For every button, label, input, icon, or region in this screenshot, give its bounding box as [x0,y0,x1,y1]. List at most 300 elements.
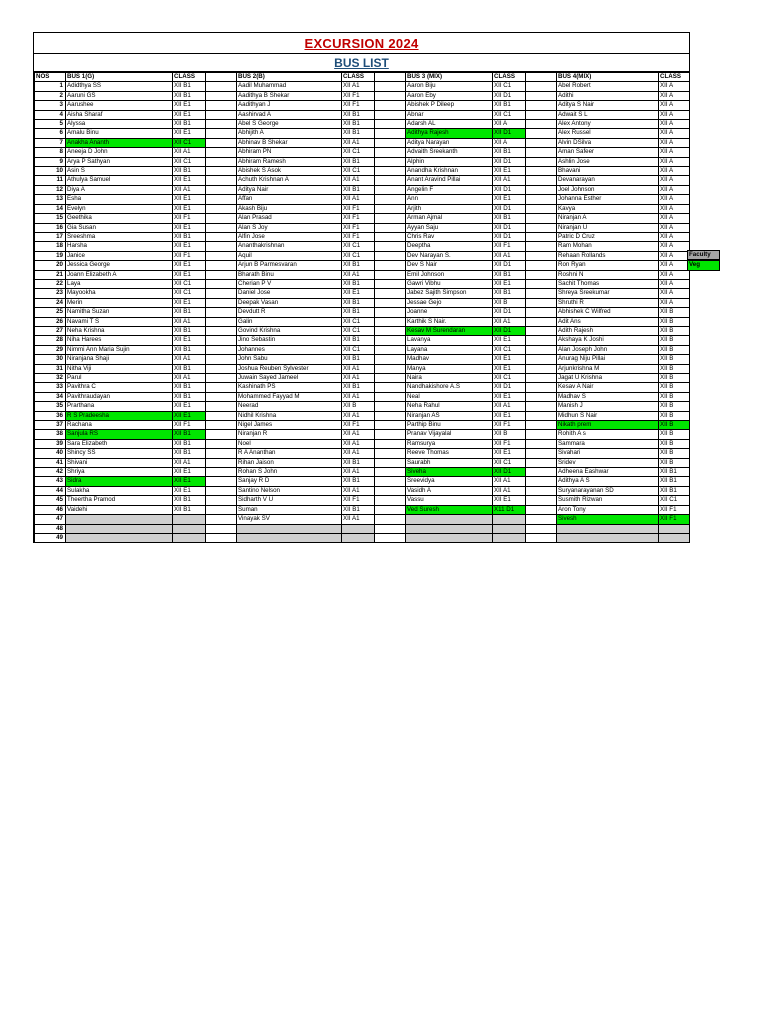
class-cell: XII B1 [173,496,206,505]
student-name-cell: Abel S George [237,120,342,129]
student-name-cell: Niha Harees [66,336,173,345]
class-cell: XII C1 [342,167,375,176]
spacer-cell [206,176,237,185]
class-cell: XII A [659,167,690,176]
row-number: 2 [35,91,66,100]
class-cell [342,533,375,542]
spacer-cell [375,439,406,448]
class-cell: XII E1 [173,468,206,477]
table-row [35,204,690,213]
class-cell: XII A [659,242,690,251]
spacer-cell [375,232,406,241]
class-cell: XII C1 [342,326,375,335]
class-cell: XII F1 [173,251,206,260]
spacer-cell [375,496,406,505]
class-cell: XII A [659,214,690,223]
student-name-cell: Aditya Narayan [406,138,493,147]
student-name-cell: R A Ananthan [237,449,342,458]
student-name-cell: Ann [406,195,493,204]
spacer-cell [206,101,237,110]
row-number: 4 [35,110,66,119]
row-number: 1 [35,82,66,91]
class-cell: XII B1 [173,91,206,100]
spacer-cell [206,261,237,270]
table-row [35,242,690,251]
table-row [35,251,690,260]
student-name-cell: Joann Elizabeth A [66,270,173,279]
student-name-cell: Sachit Thomas [557,279,659,288]
spacer-cell [375,270,406,279]
class-cell: XII F1 [342,101,375,110]
table-row [35,214,690,223]
class-cell: XII B1 [342,477,375,486]
row-number: 7 [35,138,66,147]
student-name-cell: Abhiram Ramesh [237,157,342,166]
table-row [35,468,690,477]
row-number: 46 [35,505,66,514]
student-name-cell: Sivahari [557,449,659,458]
spacer-cell [375,148,406,157]
class-cell: XII D1 [493,261,526,270]
spacer-cell [526,279,557,288]
class-cell: XII B [659,336,690,345]
student-name-cell: Adithya Rajesh [406,129,493,138]
class-cell: XII D1 [493,185,526,194]
spacer-cell [526,223,557,232]
class-cell: XII E1 [173,477,206,486]
class-cell: XII B1 [173,345,206,354]
table-row [35,279,690,288]
class-cell: XII E1 [173,270,206,279]
class-cell: XII D1 [493,91,526,100]
table-row [35,449,690,458]
table-row [35,486,690,495]
spacer-cell [375,430,406,439]
class-cell: XII E1 [173,204,206,213]
spacer-cell [375,214,406,223]
table-row [35,129,690,138]
class-cell: XII E1 [173,176,206,185]
class-cell: XII E1 [173,486,206,495]
class-cell: XII B1 [493,101,526,110]
table-row [35,364,690,373]
student-name-cell: Prarthana [66,402,173,411]
spacer-cell [206,392,237,401]
spacer-cell [375,421,406,430]
class-cell: XII A1 [493,477,526,486]
table-row [35,383,690,392]
page-title: EXCURSION 2024 [304,35,419,51]
spacer-cell [375,242,406,251]
row-number: 23 [35,289,66,298]
class-cell: XII C1 [493,458,526,467]
student-name-cell: Aaron Biju [406,82,493,91]
class-cell [659,533,690,542]
row-number: 25 [35,308,66,317]
class-cell: XII A1 [173,185,206,194]
row-number: 21 [35,270,66,279]
row-number: 10 [35,167,66,176]
student-name-cell: Aman Safeer [557,148,659,157]
student-name-cell: Deeptha [406,242,493,251]
spacer-cell [526,270,557,279]
spacer-cell [206,374,237,383]
class-cell: XII F1 [342,421,375,430]
student-name-cell: Chris Rav [406,232,493,241]
spacer-cell [526,486,557,495]
class-cell: XII F1 [342,232,375,241]
spacer-cell [375,411,406,420]
row-number: 48 [35,524,66,533]
subtitle-row [34,54,689,72]
table-row [35,270,690,279]
student-name-cell: Harsha [66,242,173,251]
student-name-cell: Naira [406,374,493,383]
spacer-cell [206,214,237,223]
spacer-cell [375,515,406,524]
table-row [35,374,690,383]
spacer-cell [375,505,406,514]
student-name-cell: Adidthya SS [66,82,173,91]
spacer-cell [206,120,237,129]
student-name-cell: Alphin [406,157,493,166]
student-name-cell: Vassu [406,496,493,505]
student-name-cell: Sreeshma [66,232,173,241]
spacer-cell [206,138,237,147]
student-name-cell: Saurabh [406,458,493,467]
spacer-cell [206,195,237,204]
student-name-cell: Alan Joseph John [557,345,659,354]
student-name-cell: Joshua Reuben Sylvester [237,364,342,373]
student-name-cell: Aisha Sharaf [66,110,173,119]
class-cell: XII A1 [342,176,375,185]
student-name-cell: Rohan S John [237,468,342,477]
spacer-cell [526,449,557,458]
spacer-cell [206,317,237,326]
spacer-cell [206,157,237,166]
class-cell: XII A [659,195,690,204]
class-cell: XII F1 [342,214,375,223]
table-row [35,533,690,542]
class-cell: XII E1 [173,110,206,119]
row-number: 49 [35,533,66,542]
spacer-cell [526,242,557,251]
class-cell: XII B1 [342,120,375,129]
row-number: 9 [35,157,66,166]
row-number: 34 [35,392,66,401]
student-name-cell: Adithi [557,91,659,100]
class-cell: XII B1 [342,261,375,270]
class-cell: XII B [659,430,690,439]
table-row [35,411,690,420]
student-name-cell: Santino Nelson [237,486,342,495]
class-cell: XII B1 [173,392,206,401]
class-cell: XII B [659,402,690,411]
class-cell: XII A [659,176,690,185]
student-name-cell: Cherian P V [237,279,342,288]
spacer-cell [526,515,557,524]
class-cell: XII B1 [342,129,375,138]
spacer-cell [375,176,406,185]
student-name-cell: Geethika [66,214,173,223]
class-cell: XII E1 [173,298,206,307]
table-row [35,261,690,270]
spacer-cell [206,430,237,439]
student-name-cell: Vaidehi [66,505,173,514]
student-name-cell: Daniel Jose [237,289,342,298]
class-cell: XII A1 [173,148,206,157]
student-name-cell: Bhavani [557,167,659,176]
student-name-cell: Karthik S Nair. [406,317,493,326]
spacer-cell [526,468,557,477]
student-name-cell: Aadil Muhammad [237,82,342,91]
row-number: 35 [35,402,66,411]
class-cell: XII A1 [342,270,375,279]
student-name-cell: Nidhil Krishna [237,411,342,420]
student-name-cell: Arjun B Parmesvaran [237,261,342,270]
row-number: 39 [35,439,66,448]
class-cell: XII B1 [342,458,375,467]
student-name-cell: Govind Krishna [237,326,342,335]
spacer-cell [375,251,406,260]
student-name-cell [406,515,493,524]
spacer-cell [526,204,557,213]
class-cell: XII A [493,138,526,147]
class-cell: XII C1 [493,345,526,354]
class-cell: XII A1 [342,82,375,91]
class-cell: XII B1 [173,505,206,514]
bus-table [34,72,690,543]
class-cell: XII B1 [493,289,526,298]
student-name-cell: Juwain Sayed Jameel [237,374,342,383]
spacer-cell [375,477,406,486]
table-row [35,477,690,486]
bus-list-sheet [33,32,690,543]
class-cell: XII E1 [342,289,375,298]
class-cell: XII E1 [173,261,206,270]
class-cell: XII A [659,223,690,232]
spacer-cell [526,402,557,411]
student-name-cell: Suman [237,505,342,514]
table-row [35,524,690,533]
class-cell: XII E1 [173,195,206,204]
spacer-cell [375,185,406,194]
student-name-cell: Shruthi R [557,298,659,307]
class-cell: XII E1 [173,411,206,420]
spacer-cell [375,458,406,467]
spacer-cell [526,336,557,345]
spacer-cell [206,411,237,420]
class-cell: XII A [659,232,690,241]
spacer-cell [375,261,406,270]
student-name-cell: Arman Ajmal [406,214,493,223]
class-cell: XII C1 [173,289,206,298]
table-row [35,232,690,241]
class-cell: XII F1 [659,505,690,514]
row-number: 42 [35,468,66,477]
spacer-cell [206,505,237,514]
class-cell: XII B1 [342,157,375,166]
class-cell: XII A1 [342,138,375,147]
class-cell: XII F1 [493,439,526,448]
spacer-cell [375,374,406,383]
student-name-cell: Ashlin Jose [557,157,659,166]
row-number: 12 [35,185,66,194]
table-row [35,195,690,204]
class-cell: XII B [659,308,690,317]
student-name-cell: Akshaya K Joshi [557,336,659,345]
class-cell: XII E1 [493,449,526,458]
table-row [35,392,690,401]
class-cell: XII C1 [342,148,375,157]
class-cell: XII A [659,204,690,213]
class-cell: XII A [659,129,690,138]
spacer-cell [206,223,237,232]
student-name-cell: Sammara [557,439,659,448]
student-name-cell: Neha Krishna [66,326,173,335]
class-cell: XII E1 [493,364,526,373]
spacer-cell [206,129,237,138]
class-cell: XII C1 [173,138,206,147]
student-name-cell: Jessae Gejo [406,298,493,307]
class-cell: XII E1 [493,411,526,420]
class-cell [493,533,526,542]
header-row [35,73,690,82]
class-cell: XII B [659,411,690,420]
student-name-cell [237,524,342,533]
student-name-cell: Abhiram PN [237,148,342,157]
class-cell: XII E1 [493,279,526,288]
row-number: 14 [35,204,66,213]
spacer-cell [206,515,237,524]
student-name-cell: Mayookha [66,289,173,298]
row-number: 32 [35,374,66,383]
class-cell: XII B1 [173,430,206,439]
student-name-cell: Neerad [237,402,342,411]
spacer-cell [526,232,557,241]
class-cell: XII B1 [173,439,206,448]
spacer-cell [526,355,557,364]
student-name-cell: Siveha [406,468,493,477]
table-row [35,515,690,524]
student-name-cell: Niranjan A [557,214,659,223]
spacer-cell [526,411,557,420]
class-cell: XII A1 [173,374,206,383]
student-name-cell: Pranav Vijayalal [406,430,493,439]
student-name-cell: Alvin DSilva [557,138,659,147]
student-name-cell: Navami T S [66,317,173,326]
spacer-cell [206,82,237,91]
student-name-cell: Arjith [406,204,493,213]
class-cell: XII B1 [342,336,375,345]
class-cell: XII B [493,298,526,307]
spacer-cell [206,449,237,458]
student-name-cell: Gia Susan [66,223,173,232]
class-cell: XII A1 [493,251,526,260]
student-name-cell: Susmith Rizwan [557,496,659,505]
class-cell: XII B1 [173,232,206,241]
table-row [35,223,690,232]
student-name-cell: Sara Elizabeth [66,439,173,448]
class-cell: XII B1 [659,477,690,486]
student-name-cell: Asin S [66,167,173,176]
class-cell: XII F1 [342,496,375,505]
spacer-cell [375,101,406,110]
header-cell: CLASS [342,73,375,82]
class-cell: XII B [659,383,690,392]
spacer-cell [206,402,237,411]
student-name-cell: Deepak Vasan [237,298,342,307]
class-cell: XII A1 [173,458,206,467]
class-cell: XII B [493,430,526,439]
student-name-cell: Shincy SS [66,449,173,458]
student-name-cell: Akash Biju [237,204,342,213]
spacer-cell [526,326,557,335]
class-cell: XII D1 [493,326,526,335]
student-name-cell: Evelyn [66,204,173,213]
class-cell: XII B1 [173,383,206,392]
student-name-cell: Adarsh AL [406,120,493,129]
class-cell: XII B [659,355,690,364]
student-name-cell [557,533,659,542]
student-name-cell: Parul [66,374,173,383]
spacer-cell [526,101,557,110]
row-number: 38 [35,430,66,439]
student-name-cell: Sivesh [557,515,659,524]
spacer-cell [206,185,237,194]
class-cell: XII A1 [342,515,375,524]
spacer-cell [206,486,237,495]
row-number: 36 [35,411,66,420]
class-cell: XII C1 [173,157,206,166]
spacer-cell [526,308,557,317]
student-name-cell: Aditya Nair [237,185,342,194]
class-cell: XII F1 [493,421,526,430]
student-name-cell: Adwait S L [557,110,659,119]
student-name-cell: Ananthakrishnan [237,242,342,251]
class-cell: XII B1 [493,214,526,223]
spacer-cell [206,298,237,307]
student-name-cell: Kesav M Surendaran [406,326,493,335]
class-cell: XII A [659,148,690,157]
table-row [35,355,690,364]
student-name-cell [557,524,659,533]
table-row [35,402,690,411]
student-name-cell: Nitha Viji [66,364,173,373]
student-name-cell: Nimmi Ann Maria Sujin [66,345,173,354]
spacer-cell [375,289,406,298]
class-cell: XII A1 [342,439,375,448]
class-cell: XII A1 [342,486,375,495]
student-name-cell: Jino Sebastin [237,336,342,345]
spacer-cell [375,129,406,138]
row-number: 17 [35,232,66,241]
student-name-cell: Sanjay R D [237,477,342,486]
table-row [35,496,690,505]
student-name-cell: Achuth Krishnan A [237,176,342,185]
class-cell: XII E1 [493,496,526,505]
row-number: 47 [35,515,66,524]
legend-tags [687,250,720,271]
student-name-cell: Abhijith A [237,129,342,138]
table-row [35,326,690,335]
spacer-cell [526,129,557,138]
student-name-cell: Aarushee [66,101,173,110]
student-name-cell: Jagat U Krishna [557,374,659,383]
class-cell: XII A1 [493,402,526,411]
class-cell [173,524,206,533]
class-cell: XII A [659,289,690,298]
